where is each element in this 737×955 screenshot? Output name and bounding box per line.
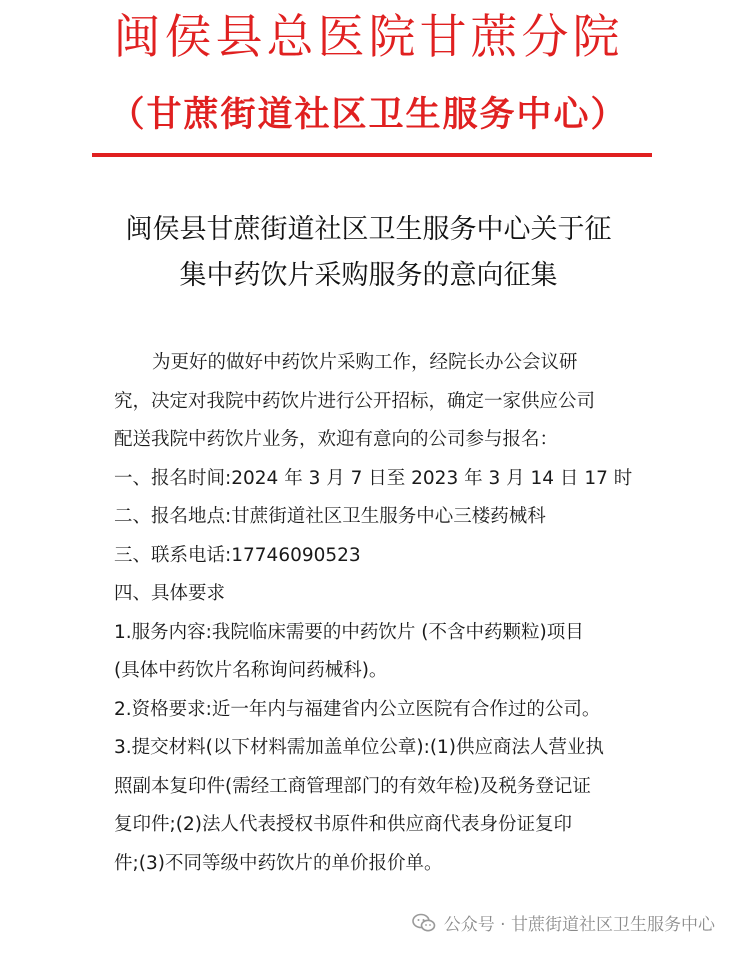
body-line: 三、联系电话:17746090523 <box>114 544 361 566</box>
center-name-header: （甘蔗街道社区卫生服务中心） <box>109 95 628 135</box>
body-line: 为更好的做好中药饮片采购工作，经院长办公会议研 <box>152 352 578 373</box>
watermark-text: 公众号 · 甘蔗街道社区卫生服务中心 <box>443 915 715 935</box>
body-line: 复印件;(2)法人代表授权书原件和供应商代表身份证复印 <box>114 814 572 835</box>
title-line-1: 闽侯县甘蔗街道社区卫生服务中心关于征 <box>125 214 612 245</box>
body-line: 一、报名时间:2024 年 3 月 7 日至 2023 年 3 月 14 日 17 时 <box>114 467 633 489</box>
document-title <box>60 207 677 299</box>
wechat-watermark <box>412 910 715 935</box>
body-line: 配送我院中药饮片业务，欢迎有意向的公司参与报名： <box>114 429 559 450</box>
wechat-icon <box>412 913 436 933</box>
document-body <box>114 344 654 883</box>
body-line: 2.资格要求:近一年内与福建省内公立医院有合作过的公司。 <box>114 698 601 720</box>
body-line: 照副本复印件(需经工商管理部门的有效年检)及税务登记证 <box>114 775 591 797</box>
body-line: 3.提交材料(以下材料需加盖单位公章):(1)供应商法人营业执 <box>114 737 605 758</box>
hospital-name-header: 闽侯县总医院甘蔗分院 <box>113 10 624 65</box>
body-line: 二、报名地点:甘蔗街道社区卫生服务中心三楼药械科 <box>114 506 546 527</box>
red-divider <box>92 153 652 157</box>
body-line: 1.服务内容:我院临床需要的中药饮片 (不含中药颗粒)项目 <box>114 621 584 643</box>
body-line: 究，决定对我院中药饮片进行公开招标，确定一家供应公司 <box>114 390 596 412</box>
body-line: 四、具体要求 <box>114 583 226 604</box>
body-line: (具体中药饮片名称询问药械科)。 <box>114 660 388 681</box>
body-line: 件;(3)不同等级中药饮片的单价报价单。 <box>114 852 443 874</box>
title-line-2: 集中药饮片采购服务的意向征集 <box>179 260 558 291</box>
